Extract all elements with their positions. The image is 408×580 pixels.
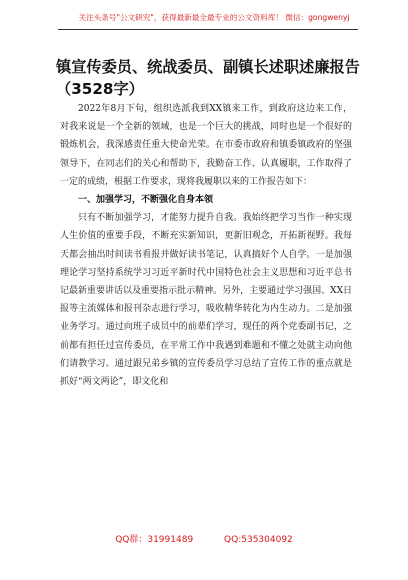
footer-qq-number: QQ:535304092 [224,535,293,545]
footer-qq-group: QQ群：31991489 [115,535,194,545]
section-1-paragraph: 只有不断加强学习，才能努力提升自我。我始终把学习当作一种实现人生价值的重要手段，不断充实新知识，更新旧观念，开拓新视野。我每天都会抽出时间读书看报并做好读书笔记，认真搞好个人自学。一是加强理论学习坚持系统学习习近平新时代中国特色社会主义思想和习近平总书记最新重要讲话以及重要指示批示精神。另外，主要通过学习强国、XX日报等主流媒体和报刊杂志进行学习，吸收精华转化为内生动力。二是加强业务学习。通过向班子成员中的前辈们学习，现任的两个党委副书记，之前都有担任过宣传委员，在平常工作中我遇到难题和不懂之处就主动向他们请教学习。通过跟兄弟乡镇的宣传委员学习总结了宣传工作的重点就是抓好“两文两论”，即文化和 [60,213,352,388]
section-heading-1: 一、加强学习，不断强化自身本领 [78,195,214,206]
footer-contact [0,532,408,548]
header-divider [58,29,358,30]
document-body [60,100,352,391]
document-title: 镇宣传委员、统战委员、副镇长述职述廉报告（3528字） [56,58,360,98]
header-banner: 关注头条号"公文研究"，获得最新最全最专业的公文资料库！ 微信：gongwenyj [78,13,350,22]
intro-paragraph: 2022年8月下旬，组织选派我到XX镇来工作，到政府这边来工作，对我来说是一个全新的领域，也是一个巨大的挑战，同时也是一个很好的锻炼机会，我深感责任重大使命光荣。在市委市政府和镇委镇政府的坚强领导下，在同志们的关心和帮助下，我勤奋工作、认真履职，工作取得了一定的成绩，根据工作要求，现将我履职以来的工作报告如下： [60,104,352,187]
